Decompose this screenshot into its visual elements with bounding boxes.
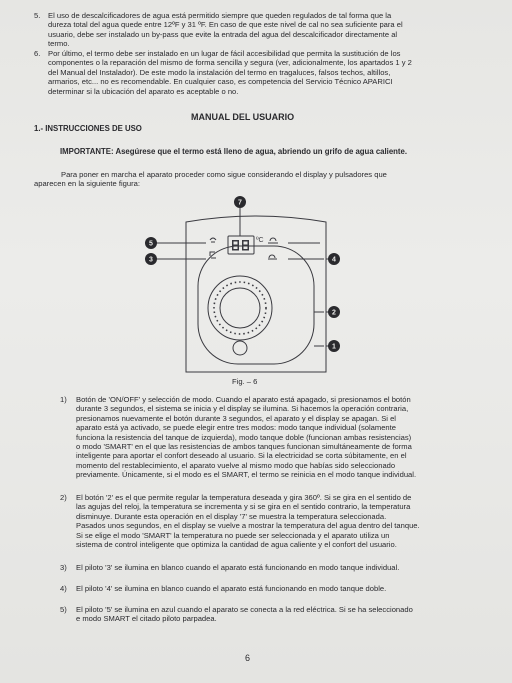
para6-line: del Manual del Instalador). De este modo la instalación del termo en tragaluces, falsos techos, altillos, [48, 67, 391, 77]
item5-text [76, 605, 466, 624]
display-unit: ºC [256, 237, 264, 244]
item2-text [76, 493, 466, 549]
para5-line: termo. [48, 39, 70, 49]
callout-4-label: 4 [332, 256, 336, 264]
intro-line: Para poner en marcha el aparato proceder como sigue considerando el display y pulsadores que [61, 170, 387, 179]
item2-number: 2) [60, 493, 67, 502]
para5-line: El uso de descalcificadores de agua está permitido siempre que queden regulados de tal forma que la [48, 11, 392, 20]
item4-text [76, 584, 466, 593]
callout-5-label: 5 [149, 240, 153, 248]
item3-line: El piloto '3' se ilumina en blanco cuando el aparato está funcionando en modo tanque individual. [76, 563, 400, 572]
item2-line: sistema de control inteligente que optimiza la cantidad de agua caliente y el confort del usuario. [76, 540, 397, 550]
item1-text [76, 395, 466, 480]
temperature-knob [220, 288, 260, 328]
item1-line: previamente. Únicamente, si el modo es el SMART, el termo se reinicia en el modo tanque individual. [76, 470, 417, 480]
item3-number: 3) [60, 563, 67, 572]
item1-line: aparato está ya activado, se puede elegir entre tres modos: modo tanque individual (solamente [76, 423, 396, 433]
item1-line: funciona la resistencia del tanque de izquierda), modo tanque doble (funcionan ambas resistencias) [76, 432, 412, 442]
item2-line: las agujas del reloj, la temperatura se incrementa y si se gira en el sentido contrario, la temperatura [76, 502, 411, 512]
para5-text [48, 11, 461, 49]
item5-number: 5) [60, 605, 67, 614]
item1-line: Botón de 'ON/OFF' y selección de modo. Cuando el aparato está apagado, si presionamos el botón [76, 395, 411, 404]
callout-3-label: 3 [149, 256, 153, 264]
indicator-4-upper-icon [268, 238, 278, 243]
callout-1-label: 1 [332, 343, 336, 351]
callout-7-label: 7 [238, 199, 242, 207]
para5-line: dureza total del agua quede entre 12ºF y 31 ºF. En caso de que este nivel de cal no sea suficiente para el [48, 20, 403, 30]
manual-title: MANUAL DEL USUARIO [191, 112, 295, 122]
item1-line: o modo 'SMART' en el que las resistencias de ambos tanques funcionan simultáneamente de forma [76, 442, 412, 452]
item1-line: durante 3 segundos, el sistema se inicia y el display se ilumina. Si hacemos la operación contraria, [76, 404, 409, 414]
control-panel-figure [140, 186, 372, 386]
callout-2-label: 2 [332, 309, 336, 317]
indicator-5-icon [210, 238, 216, 242]
display-box [228, 236, 254, 254]
para5-number: 5. [34, 11, 41, 20]
item1-line: momento del restablecimiento, el aparato vuelve al mismo modo que habías sido seleccionado [76, 460, 396, 470]
knob-outer-ring [208, 276, 272, 340]
item3-text [76, 563, 466, 572]
item1-line: presionamos nuevamente el botón durante 3 segundos, el aparato y el display se apagan. Si el [76, 413, 396, 423]
item4-line: El piloto '4' se ilumina en blanco cuando el aparato está funcionando en modo tanque doble. [76, 584, 387, 593]
on-off-button [233, 341, 247, 355]
para6-number: 6. [34, 49, 41, 58]
item2-line: Si se elige el modo 'SMART' la temperatura no puede ser seleccionada y el aparato utiliza un [76, 530, 390, 540]
para6-line: componentes o la reparación del mismo de forma sencilla y segura (ver, adicionalmente, los apartados 1 y 2 [48, 58, 412, 68]
para6-line: determinar si la ubicación del aparato es aceptable o no. [48, 86, 239, 96]
item4-number: 4) [60, 584, 67, 593]
control-panel-drawing [140, 186, 372, 386]
para6-line: armarios, etc... no es recomendable. En cualquier caso, es competencia del Servicio Técnico APARICI [48, 77, 393, 87]
section-title: 1.- INSTRUCCIONES DE USO [34, 124, 142, 133]
indicator-4-lower-icon [268, 255, 277, 259]
item1-number: 1) [60, 395, 67, 404]
para5-line: usuario, debe ser instalado un by-pass que evite la entrada del agua del descalcificador directamente al [48, 29, 398, 39]
item5-line: El piloto '5' se ilumina en azul cuando el aparato se conecta a la red eléctrica. Si se ha seleccionado [76, 605, 413, 614]
important-note: IMPORTANTE: Asegúrese que el termo está lleno de agua, abriendo un grifo de agua caliente. [60, 147, 408, 156]
knob-tick-ring [214, 282, 266, 334]
item2-line: El botón '2' es el que permite regular la temperatura deseada y gira 360º. Si se gira en el sentido de [76, 493, 412, 502]
page-number: 6 [245, 653, 251, 663]
item1-line: inteligente para aportar el confort deseado al usuario. Si la electricidad se corta súbitamente, en el [76, 451, 407, 461]
inner-panel [198, 246, 314, 364]
item2-line: disminuye. Durante esta operación en el display '7' se muestra la temperatura seleccionada. [76, 511, 387, 521]
item2-line: Pasados unos segundos, en el display se vuelve a mostrar la temperatura del agua dentro del tanque. [76, 521, 420, 531]
para6-text [48, 49, 461, 96]
intro-line: aparecen en la siguiente figura: [34, 179, 140, 189]
item5-line: e modo SMART el citado piloto parpadea. [76, 614, 217, 624]
figure-caption: Fig. – 6 [232, 377, 258, 386]
para6-line: Por último, el termo debe ser instalado en un lugar de fácil accesibilidad que permita la sustitución de los [48, 49, 401, 58]
